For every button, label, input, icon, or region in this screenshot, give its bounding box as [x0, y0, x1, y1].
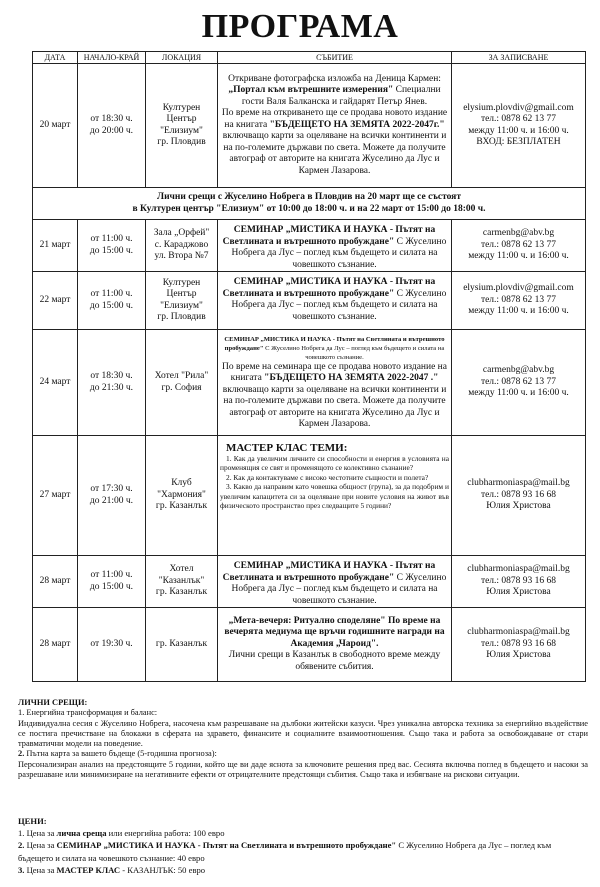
contact-cell [452, 436, 586, 556]
item-text: Персонализиран анализ на предстоящите 5 години, който ще ви даде яснота за ключовите решения пред вас. Сесията включва поглед в бъдещето и насоки за разрешаване или минимизиране на негативните ефекти от отрицателните предстоящи събития. Също така и избягване на рискови ситуации. [18, 759, 588, 780]
seminar-text: С Жуселино Нобрега да Лус – поглед към бъдещето и силата на човешкото съзнание. [231, 288, 447, 322]
event-paragraph [220, 362, 449, 431]
contact-phone: тел.: 0878 62 13 77 [480, 114, 557, 124]
header-date: ДАТА [33, 52, 78, 64]
price-bold: СЕМИНАР „МИСТИКА И НАУКА - Пътят на Светлината и вътрешното пробуждане" [56, 840, 397, 851]
location-cell [146, 436, 218, 556]
item-title: Пътна карта за вашето бъдеще (5-годишна прогноза): [24, 749, 217, 759]
location-line: "Казанлък" [158, 575, 205, 586]
section-heading: ЦЕНИ: [18, 816, 47, 826]
contact-phone: тел.: 0878 93 16 68 [480, 638, 557, 649]
end-time: до 15:00 ч. [89, 300, 134, 311]
entry-note: ВХОД: БЕЗПЛАТЕН [476, 137, 561, 147]
location-cell [146, 220, 218, 272]
end-time: до 15:00 ч. [89, 245, 134, 256]
location-line: с. Караджово [154, 239, 209, 250]
event-text: включващо карти за оцеляване на всички континенти и на по-големите държави по света. Можете да получите автограф от авторите на книгата Жуселино да Лус и Кармен Лазарова. [222, 384, 447, 429]
contact-hours: между 11:00 ч. и 16:00 ч. [468, 251, 569, 262]
event-text: включващо карти за оцеляване на всички континенти и на по-големите държави по света. Можете да получите автограф от авторите на книгата Жуселино да Лус и Кармен Лазарова. [222, 131, 447, 176]
contact-phone: тел.: 0878 62 13 77 [480, 239, 557, 250]
contact-cell [452, 220, 586, 272]
header-location: ЛОКАЦИЯ [146, 52, 218, 64]
contact-cell [452, 330, 586, 436]
event-cell [218, 272, 452, 330]
time-cell [78, 436, 146, 556]
time-cell [78, 64, 146, 188]
location-line: Културен [162, 102, 201, 113]
event-paragraph [220, 108, 449, 177]
location-line: гр. Казанлък [155, 501, 208, 512]
end-time: до 20:00 ч. [89, 125, 134, 136]
personal-meetings-section [18, 698, 588, 780]
location-line: "Хармония" [157, 489, 206, 500]
prices-section [18, 815, 588, 876]
table-header-row [33, 52, 586, 64]
start-time: от 17:30 ч. [90, 484, 133, 494]
location-line: "Елизиум" [160, 125, 203, 136]
time-cell [78, 272, 146, 330]
price-text: Цена за [24, 864, 57, 875]
event-text: Лични срещи в Казанлък в свободното време между обявените събития. [228, 650, 441, 672]
master-class-title: МАСТЕР КЛАС ТЕМИ: [226, 442, 348, 454]
event-text: Специални гости Валя Балканска и гайдарят Петър Янев. [241, 85, 441, 107]
event-text: По време на семинара ще се продава новото издание на книгата [222, 361, 447, 383]
location-line: Център [166, 289, 197, 299]
start-time: от 19:30 ч. [90, 638, 133, 649]
contact-person: Юлия Христова [486, 501, 551, 512]
seminar-text: С Жуселино Нобрега да Лус – поглед към бъдещето и силата на човешкото съзнание. [231, 572, 447, 606]
date-cell: 27 март [33, 436, 78, 556]
location-line: Хотел "Рила" [154, 371, 209, 381]
date-cell: 28 март [33, 556, 78, 608]
contact-person: Юлия Христова [486, 650, 551, 661]
meta-dinner-title: „Мета-вечеря: Ритуално споделяне" По време на вечерята медиума ще връчи годишните награди на Академия „Чароид". [224, 615, 445, 649]
event-cell [218, 220, 452, 272]
master-class-topic: 1. Как да увеличим личните си способности и енергия в условията на променящия се свят и променящото се колективно съзнание? [220, 454, 449, 473]
banner-line: Лични срещи с Жуселино Нобрега в Пловдив на 20 март ще се състоят [157, 192, 461, 202]
event-cell [218, 330, 452, 436]
end-time: до 15:00 ч. [89, 581, 134, 592]
contact-hours: между 11:00 ч. и 16:00 ч. [468, 388, 569, 399]
contact-hours: между 11:00 ч. и 16:00 ч. [468, 125, 569, 136]
event-text: По време на откриването ще се продава новото издание на книгата [221, 108, 448, 130]
start-time: от 18:30 ч. [90, 114, 133, 124]
personal-meetings-banner [33, 188, 586, 220]
book-title: "БЪДЕЩЕТО НА ЗЕМЯТА 2022-2047 ." [264, 373, 439, 383]
location-cell [146, 330, 218, 436]
time-cell [78, 608, 146, 682]
date-cell: 20 март [33, 64, 78, 188]
time-cell [78, 220, 146, 272]
contact-hours: между 11:00 ч. и 16:00 ч. [468, 306, 569, 317]
event-paragraph [220, 74, 449, 109]
date-cell: 22 март [33, 272, 78, 330]
contact-email[interactable]: clubharmoniaspa@mail.bg [467, 564, 570, 575]
location-line: гр. Пловдив [157, 137, 206, 147]
price-item [18, 864, 588, 876]
date-cell: 28 март [33, 608, 78, 682]
price-number: 2. [18, 840, 25, 851]
location-line: гр. Казанлък [155, 638, 208, 649]
master-class-topic: 2. Как да контактуваме с високо честотните същности и полета? [226, 472, 429, 482]
location-cell [146, 272, 218, 330]
table-row [33, 64, 586, 188]
start-time: от 11:00 ч. [90, 234, 133, 244]
location-line: гр. Пловдив [157, 312, 206, 322]
location-line: ул. Втора №7 [154, 251, 209, 262]
seminar-title: СЕМИНАР „МИСТИКА И НАУКА - Пътят на Светлината и вътрешното пробуждане" [224, 335, 445, 352]
table-row [33, 272, 586, 330]
location-line: "Елизиум" [160, 300, 203, 311]
price-bold: МАСТЕР КЛАС [56, 864, 121, 875]
item-title: 1. Енергийна трансформация и баланс: [18, 708, 158, 718]
table-row [33, 556, 586, 608]
contact-email[interactable]: elysium.plovdiv@gmail.com [463, 102, 574, 113]
price-text: 1. Цена за [18, 828, 57, 839]
contact-email[interactable]: carmenbg@abv.bg [482, 365, 555, 376]
header-registration: ЗА ЗАПИСВАНЕ [452, 52, 586, 64]
seminar-title: СЕМИНАР „МИСТИКА И НАУКА - Пътят на Светлината и вътрешното пробуждане" [222, 225, 436, 247]
price-text: С Жуселино Нобрега да Лус – поглед към бъдещето и силата на човешкото съзнание: 40 евро [18, 840, 552, 863]
location-cell [146, 556, 218, 608]
start-time: от 18:30 ч. [90, 371, 133, 381]
start-time: от 11:00 ч. [90, 570, 133, 580]
seminar-title: СЕМИНАР „МИСТИКА И НАУКА - Пътят на Светлината и вътрешното пробуждане" [222, 561, 436, 583]
contact-phone: тел.: 0878 62 13 77 [480, 376, 557, 387]
price-bold: лична среща [56, 828, 107, 839]
location-line: Център [166, 114, 197, 124]
contact-cell [452, 608, 586, 682]
time-cell [78, 330, 146, 436]
program-table [32, 51, 586, 682]
price-item [18, 827, 588, 839]
event-text: Откриване фотографска изложба на Деница Кармен: [228, 73, 441, 84]
date-cell: 21 март [33, 220, 78, 272]
item-title-row [18, 749, 588, 759]
contact-phone: тел.: 0878 93 16 68 [480, 575, 557, 586]
contact-cell [452, 272, 586, 330]
location-line: Зала „Орфей" [153, 228, 210, 239]
time-cell [78, 556, 146, 608]
contact-email[interactable]: clubharmoniaspa@mail.bg [467, 478, 570, 489]
contact-email[interactable]: elysium.plovdiv@gmail.com [463, 283, 574, 294]
location-line: Клуб [171, 478, 192, 489]
contact-email[interactable]: carmenbg@abv.bg [482, 228, 555, 239]
header-event: СЪБИТИЕ [218, 52, 452, 64]
event-cell [218, 556, 452, 608]
event-cell [218, 608, 452, 682]
end-time: до 21:00 ч. [89, 495, 134, 506]
contact-cell [452, 64, 586, 188]
item-text: Индивидуална сесия с Жуселино Нобрега, насочена към разрешаване на дълбоки житейски казуси. Чрез уникална авторска техника за енергийно въздействие се постига пречистване на блокажи в сферата на здравето, финансите и социалните взаимоотношения. Също така и работа за освобождаване от стари травматични модели на поведение. [18, 718, 588, 749]
table-row [33, 608, 586, 682]
header-time: НАЧАЛО-КРАЙ [78, 52, 146, 64]
contact-person: Юлия Христова [486, 587, 551, 598]
location-line: Културен [162, 277, 201, 288]
price-text: или енергийна работа: 100 евро [106, 828, 225, 839]
location-cell [146, 64, 218, 188]
event-title: „Портал към вътрешните измерения" [228, 85, 394, 96]
location-line: гр. Казанлък [155, 587, 208, 598]
contact-phone: тел.: 0878 62 13 77 [480, 294, 557, 305]
table-row [33, 436, 586, 556]
contact-cell [452, 556, 586, 608]
master-class-topic: 3. Какво да направим като човешка общност (група), за да подобрим и увеличим капацитета си за оцеляване при новите условия на живот във физическото пространство през следващите 5 години? [220, 482, 449, 511]
banner-line: в Културен център "Елизиум" от 10:00 до 18:00 ч. и на 22 март от 15:00 до 18:00 ч. [132, 203, 486, 214]
location-line: гр. София [161, 382, 202, 393]
section-heading: ЛИЧНИ СРЕЩИ: [18, 698, 88, 707]
item-number: 2. [18, 749, 25, 759]
seminar-paragraph [220, 335, 449, 362]
page-title: ПРОГРАМА [201, 8, 399, 45]
end-time: до 21:30 ч. [89, 382, 134, 393]
event-cell [218, 436, 452, 556]
price-item [18, 839, 588, 863]
table-row [33, 330, 586, 436]
seminar-text: С Жуселино Нобрега да Лус – поглед към бъдещето и силата на човешкото съзнание. [263, 344, 445, 361]
book-title: "БЪДЕЩЕТО НА ЗЕМЯТА 2022-2047г." [269, 119, 445, 130]
price-text: Цена за [24, 840, 57, 851]
start-time: от 11:00 ч. [90, 289, 133, 299]
location-cell [146, 608, 218, 682]
seminar-text: С Жуселино Нобрега да Лус – поглед към бъдещето и силата на човешкото съзнание. [231, 236, 447, 270]
location-line: Хотел [169, 564, 194, 575]
event-cell [218, 64, 452, 188]
banner-row [33, 188, 586, 220]
contact-email[interactable]: clubharmoniaspa@mail.bg [467, 627, 570, 638]
date-cell: 24 март [33, 330, 78, 436]
price-text: - КАЗАНЛЪК: 50 евро [120, 864, 206, 875]
contact-phone: тел.: 0878 93 16 68 [480, 489, 557, 500]
table-row [33, 220, 586, 272]
seminar-title: СЕМИНАР „МИСТИКА И НАУКА - Пътят на Светлината и вътрешното пробуждане" [222, 277, 436, 299]
price-number: 3. [18, 864, 25, 875]
